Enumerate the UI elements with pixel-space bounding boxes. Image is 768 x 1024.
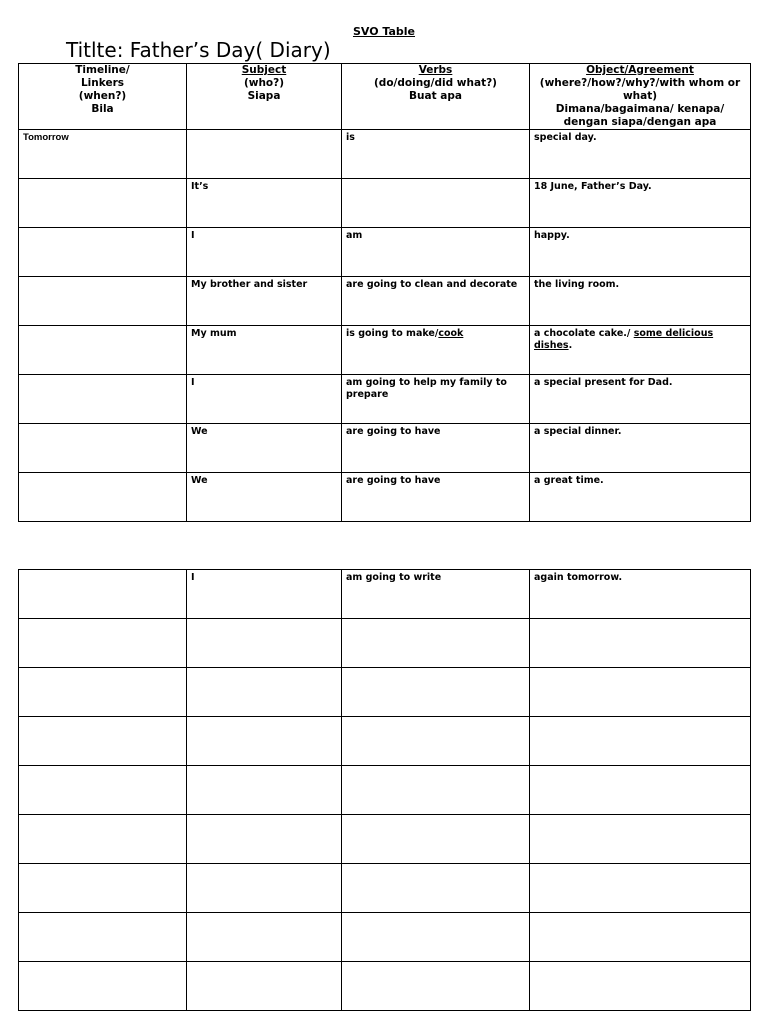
- verb-cell: are going to clean and decorate: [342, 277, 530, 326]
- verb-cell: [342, 913, 530, 962]
- timeline-cell: [19, 766, 187, 815]
- header-line: (do/doing/did what?): [374, 77, 497, 89]
- subject-cell: [187, 962, 342, 1011]
- timeline-cell: [19, 962, 187, 1011]
- subject-cell: [187, 668, 342, 717]
- object-cell: a special present for Dad.: [530, 375, 751, 424]
- subject-cell: [187, 864, 342, 913]
- timeline-cell: [19, 815, 187, 864]
- object-cell: [530, 962, 751, 1011]
- table-row: [19, 473, 751, 522]
- header-line: Subject: [241, 64, 287, 76]
- timeline-cell: [19, 619, 187, 668]
- svo-table-1: [18, 63, 751, 522]
- subject-cell: My mum: [187, 326, 342, 375]
- verb-cell: [342, 766, 530, 815]
- verb-cell: [342, 326, 530, 375]
- header-line: (who?): [243, 77, 285, 89]
- table-row: [19, 375, 751, 424]
- header-line: Verbs: [418, 64, 453, 76]
- verb-cell: am: [342, 228, 530, 277]
- timeline-cell: [19, 424, 187, 473]
- verb-cell: [342, 864, 530, 913]
- header-line: Object/Agreement: [586, 64, 694, 76]
- header-line: (when?): [78, 90, 127, 102]
- table-header-row: [19, 64, 751, 130]
- subject-cell: We: [187, 473, 342, 522]
- timeline-cell: Tomorrow: [19, 130, 187, 179]
- subject-cell: [187, 766, 342, 815]
- timeline-cell: [19, 277, 187, 326]
- timeline-cell: [19, 473, 187, 522]
- table-row: [19, 962, 751, 1011]
- timeline-cell: [19, 228, 187, 277]
- timeline-cell: [19, 570, 187, 619]
- table-row: [19, 570, 751, 619]
- table-row: [19, 326, 751, 375]
- object-cell: happy.: [530, 228, 751, 277]
- subject-cell: It’s: [187, 179, 342, 228]
- object-cell: the living room.: [530, 277, 751, 326]
- object-cell: special day.: [530, 130, 751, 179]
- table-row: [19, 228, 751, 277]
- verb-cell: [342, 815, 530, 864]
- header-line: Timeline/: [75, 64, 130, 76]
- table-row: [19, 424, 751, 473]
- verb-text: is going to make/: [346, 328, 439, 339]
- verb-cell: am going to write: [342, 570, 530, 619]
- table-row: [19, 766, 751, 815]
- subject-cell: [187, 717, 342, 766]
- verb-cell: [342, 619, 530, 668]
- table-row: [19, 717, 751, 766]
- object-cell: [530, 326, 751, 375]
- svo-table-2: [18, 569, 751, 1011]
- subject-cell: [187, 619, 342, 668]
- subject-cell: [187, 815, 342, 864]
- verb-cell: is: [342, 130, 530, 179]
- subject-cell: My brother and sister: [187, 277, 342, 326]
- table-row: [19, 913, 751, 962]
- header-line: Bila: [91, 103, 114, 115]
- subject-cell: [187, 130, 342, 179]
- table-row: [19, 179, 751, 228]
- object-text: a chocolate cake./: [534, 328, 634, 339]
- header-line: (where?/how?/why?/with whom or what): [539, 77, 741, 102]
- object-cell: [530, 766, 751, 815]
- header-line: Linkers: [80, 77, 124, 89]
- timeline-cell: [19, 326, 187, 375]
- object-text-end: .: [568, 340, 573, 351]
- header-timeline: [19, 64, 187, 130]
- object-cell: [530, 913, 751, 962]
- header-subject: [187, 64, 342, 130]
- object-cell: [530, 619, 751, 668]
- subject-cell: I: [187, 375, 342, 424]
- verb-cell: are going to have: [342, 424, 530, 473]
- table-row: [19, 815, 751, 864]
- header-line: Siapa: [247, 90, 281, 102]
- subject-cell: I: [187, 570, 342, 619]
- verb-cell: [342, 717, 530, 766]
- verb-underlined-text: cook: [438, 328, 464, 339]
- object-cell: [530, 668, 751, 717]
- verb-cell: [342, 962, 530, 1011]
- timeline-cell: [19, 668, 187, 717]
- table-row: [19, 277, 751, 326]
- document-heading: SVO Table: [352, 25, 416, 38]
- object-cell: a great time.: [530, 473, 751, 522]
- object-cell: 18 June, Father’s Day.: [530, 179, 751, 228]
- table-row: [19, 619, 751, 668]
- table-row: [19, 864, 751, 913]
- object-cell: [530, 864, 751, 913]
- header-line: dengan siapa/dengan apa: [563, 116, 717, 128]
- object-cell: [530, 717, 751, 766]
- subject-cell: [187, 913, 342, 962]
- verb-cell: [342, 179, 530, 228]
- table-row: [19, 668, 751, 717]
- verb-cell: are going to have: [342, 473, 530, 522]
- timeline-cell: [19, 375, 187, 424]
- header-object: [530, 64, 751, 130]
- header-line: Dimana/bagaimana/ kenapa/: [555, 103, 725, 115]
- object-cell: again tomorrow.: [530, 570, 751, 619]
- verb-cell: [342, 668, 530, 717]
- timeline-cell: [19, 864, 187, 913]
- subject-cell: I: [187, 228, 342, 277]
- subject-cell: We: [187, 424, 342, 473]
- object-cell: a special dinner.: [530, 424, 751, 473]
- timeline-cell: [19, 717, 187, 766]
- verb-cell: am going to help my family to prepare: [342, 375, 530, 424]
- header-verbs: [342, 64, 530, 130]
- table-row: [19, 130, 751, 179]
- timeline-cell: [19, 179, 187, 228]
- object-underlined-text: some delicious dishes: [534, 328, 714, 351]
- header-line: Buat apa: [409, 90, 462, 102]
- object-cell: [530, 815, 751, 864]
- document-title: Titlte: Father’s Day( Diary): [66, 38, 331, 62]
- timeline-cell: [19, 913, 187, 962]
